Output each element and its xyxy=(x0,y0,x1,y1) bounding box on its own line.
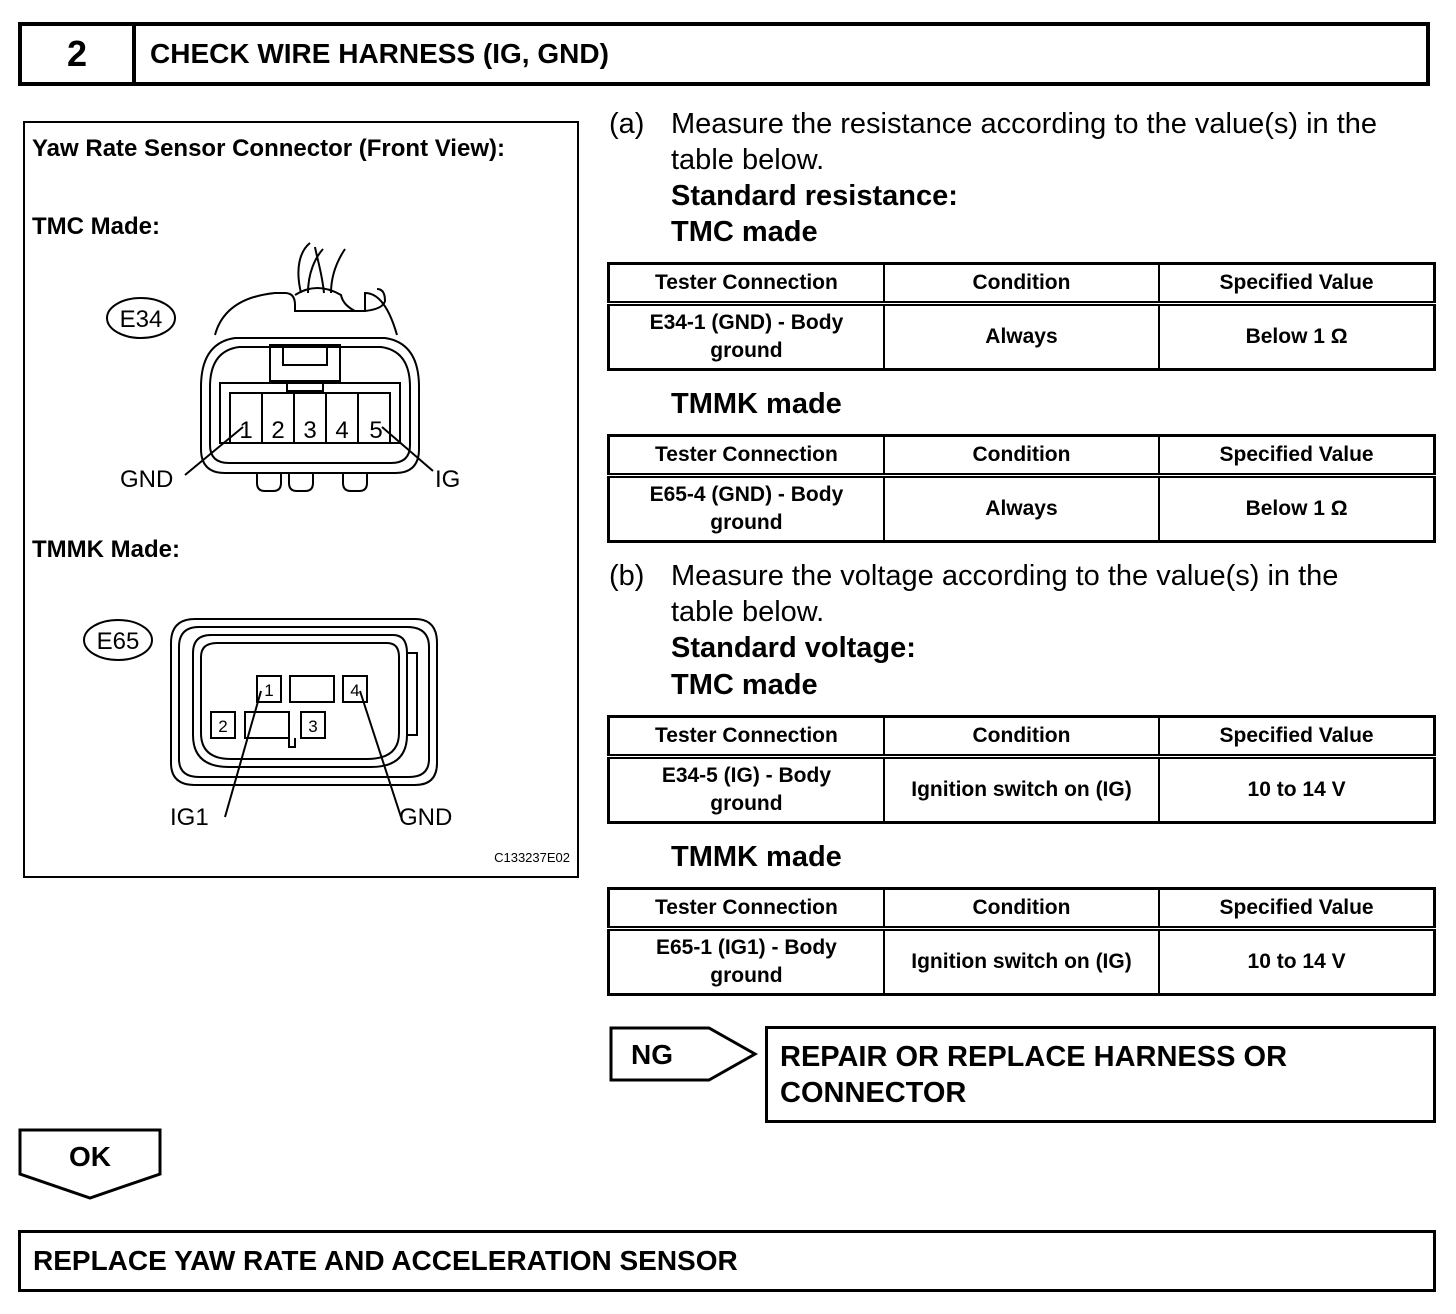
table-row xyxy=(609,476,1435,542)
voltage-tmmk-table xyxy=(607,887,1436,996)
ng-action-line2: CONNECTOR xyxy=(780,1077,967,1109)
ng-label: NG xyxy=(631,1039,673,1070)
e65-ig1-label: IG1 xyxy=(170,804,209,831)
condition-cell: Ignition switch on (IG) xyxy=(884,929,1159,995)
col-condition: Condition xyxy=(884,717,1159,757)
condition-cell: Always xyxy=(884,304,1159,370)
e34-label: E34 xyxy=(119,306,163,333)
e34-pin-4: 4 xyxy=(335,417,349,444)
volt-tmc-heading: TMC made xyxy=(671,669,818,701)
col-specified-value: Specified Value xyxy=(1159,889,1434,929)
e34-gnd-label: GND xyxy=(120,466,174,493)
specified-value-cell: Below 1 Ω xyxy=(1159,304,1434,370)
specified-value-cell: 10 to 14 V xyxy=(1159,757,1434,823)
col-tester-connection: Tester Connection xyxy=(609,436,884,476)
col-condition: Condition xyxy=(884,264,1159,304)
col-condition: Condition xyxy=(884,889,1159,929)
tester-connection-cell: E65-1 (IG1) - Body ground xyxy=(609,929,884,995)
e65-pin-4: 4 xyxy=(350,681,360,700)
ok-arrow-shape xyxy=(18,1128,162,1200)
figure-title: Yaw Rate Sensor Connector (Front View): xyxy=(32,135,505,162)
col-tester-connection: Tester Connection xyxy=(609,264,884,304)
res-tmmk-heading: TMMK made xyxy=(671,388,842,420)
resistance-tmc-table xyxy=(607,262,1436,371)
connector-figure xyxy=(23,121,579,878)
ok-label: OK xyxy=(69,1141,111,1172)
tester-connection-cell: E34-1 (GND) - Body ground xyxy=(609,304,884,370)
col-condition: Condition xyxy=(884,436,1159,476)
ok-arrow xyxy=(18,1128,162,1200)
tmmk-made-label: TMMK Made: xyxy=(32,536,180,563)
volt-tmmk-heading: TMMK made xyxy=(671,841,842,873)
figure-code: C133237E02 xyxy=(494,850,570,865)
e34-pin-1: 1 xyxy=(239,417,253,444)
resistance-tmmk-table xyxy=(607,434,1436,543)
e65-gnd-label: GND xyxy=(399,804,453,831)
step-title: CHECK WIRE HARNESS (IG, GND) xyxy=(150,38,609,69)
condition-cell: Always xyxy=(884,476,1159,542)
col-specified-value: Specified Value xyxy=(1159,717,1434,757)
e65-pin-3: 3 xyxy=(308,717,318,736)
connector-drawing xyxy=(25,123,577,876)
e34-connector-shape xyxy=(107,243,433,491)
section-b-label: (b) xyxy=(609,560,645,592)
e34-pin-3: 3 xyxy=(303,417,317,444)
standard-resistance-heading: Standard resistance: xyxy=(671,180,958,212)
e65-pin-1: 1 xyxy=(264,681,274,700)
specified-value-cell: 10 to 14 V xyxy=(1159,929,1434,995)
section-a-label: (a) xyxy=(609,108,645,140)
condition-cell: Ignition switch on (IG) xyxy=(884,757,1159,823)
section-b-text-line1: Measure the voltage according to the value(s) in the xyxy=(671,560,1339,592)
ng-action-line1: REPAIR OR REPLACE HARNESS OR xyxy=(780,1041,1288,1073)
res-tmc-heading: TMC made xyxy=(671,216,818,248)
col-tester-connection: Tester Connection xyxy=(609,717,884,757)
ng-arrow xyxy=(609,1026,759,1082)
step-header xyxy=(18,22,1430,86)
voltage-tmc-table xyxy=(607,715,1436,824)
ng-action-box xyxy=(765,1026,1436,1123)
specified-value-cell: Below 1 Ω xyxy=(1159,476,1434,542)
e65-label: E65 xyxy=(96,628,140,655)
final-action-box xyxy=(18,1230,1436,1292)
col-tester-connection: Tester Connection xyxy=(609,889,884,929)
col-specified-value: Specified Value xyxy=(1159,436,1434,476)
col-specified-value: Specified Value xyxy=(1159,264,1434,304)
table-row xyxy=(609,929,1435,995)
e65-pin-2: 2 xyxy=(218,717,228,736)
tester-connection-cell: E65-4 (GND) - Body ground xyxy=(609,476,884,542)
e34-ig-label: IG xyxy=(435,466,461,493)
section-a-text-line1: Measure the resistance according to the value(s) in the xyxy=(671,108,1378,140)
final-action-text: REPLACE YAW RATE AND ACCELERATION SENSOR xyxy=(33,1245,738,1276)
section-b-text-line2: table below. xyxy=(671,596,825,628)
tmc-made-label: TMC Made: xyxy=(32,213,160,240)
table-row xyxy=(609,757,1435,823)
standard-voltage-heading: Standard voltage: xyxy=(671,632,916,664)
table-row xyxy=(609,304,1435,370)
step-number: 2 xyxy=(22,26,136,82)
ng-arrow-shape xyxy=(609,1026,759,1082)
tester-connection-cell: E34-5 (IG) - Body ground xyxy=(609,757,884,823)
e34-pin-2: 2 xyxy=(271,417,285,444)
e34-pin-5: 5 xyxy=(369,417,383,444)
section-a-text-line2: table below. xyxy=(671,144,825,176)
